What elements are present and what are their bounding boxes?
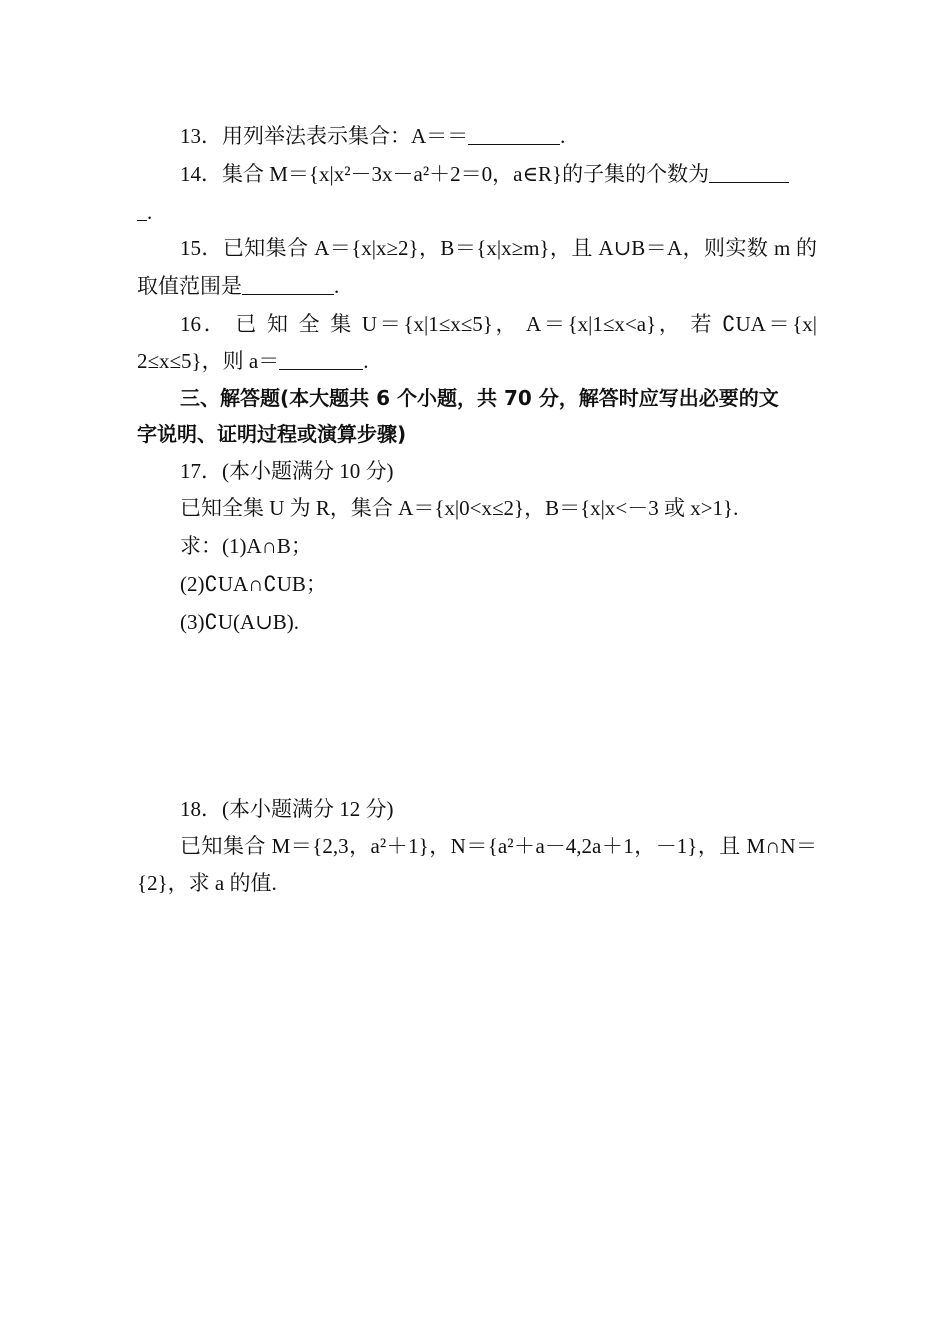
q13-number: 13． xyxy=(180,124,222,148)
question-17-header: 17．(本小题满分 10 分) xyxy=(180,459,394,483)
q15-text: 取值范围是 xyxy=(137,274,242,298)
section-heading-line-2: 字说明、证明过程或演算步骤) xyxy=(137,422,407,446)
q15-end: . xyxy=(334,274,340,298)
question-15-line-2 xyxy=(137,272,817,300)
answer-blank[interactable] xyxy=(468,124,560,145)
q14-end: . xyxy=(147,200,153,224)
question-13 xyxy=(180,122,820,150)
question-16-line-1: 16． 已 知 全 集 U＝{x|1≤x≤5}， A＝{x|1≤x<a}， 若 ∁UA＝{x| xyxy=(180,312,817,336)
question-17-part-1: 求：(1)A∩B； xyxy=(180,534,312,558)
answer-blank[interactable] xyxy=(279,349,363,370)
q13-text: 用列举法表示集合：A＝＝ xyxy=(222,124,469,148)
question-18-line-2: {2}，求 a 的值. xyxy=(137,871,277,895)
question-17-part-3: (3)∁U(A∪B). xyxy=(180,610,300,634)
answer-blank[interactable] xyxy=(242,274,334,295)
q16-text: 2≤x≤5}，则 a＝ xyxy=(137,349,280,373)
q13-end: . xyxy=(560,124,566,148)
q16-end: . xyxy=(363,349,369,373)
question-14-line-1 xyxy=(180,160,820,188)
question-18-header: 18．(本小题满分 12 分) xyxy=(180,797,394,821)
answer-blank-continued[interactable] xyxy=(137,200,147,221)
question-17-given: 已知全集 U 为 R，集合 A＝{x|0<x≤2}，B＝{x|x<－3 或 x>1}. xyxy=(180,496,739,520)
question-16-line-2 xyxy=(137,347,817,375)
q14-text: 14．集合 M＝{x|x²－3x－a²＋2＝0，a∈R}的子集的个数为 xyxy=(180,162,710,186)
question-18-line-1: 已知集合 M＝{2,3，a²＋1}，N＝{a²＋a－4,2a＋1，－1}，且 M∩N＝ xyxy=(180,834,817,858)
question-14-line-2 xyxy=(137,198,817,226)
question-17-part-2: (2)∁UA∩∁UB； xyxy=(180,572,327,596)
section-heading-line-1: 三、解答题(本大题共 6 个小题，共 70 分，解答时应写出必要的文 xyxy=(180,386,779,410)
answer-blank[interactable] xyxy=(709,162,789,183)
question-15-line-1: 15．已知集合 A＝{x|x≥2}，B＝{x|x≥m}，且 A∪B＝A，则实数 m 的 xyxy=(180,236,817,260)
